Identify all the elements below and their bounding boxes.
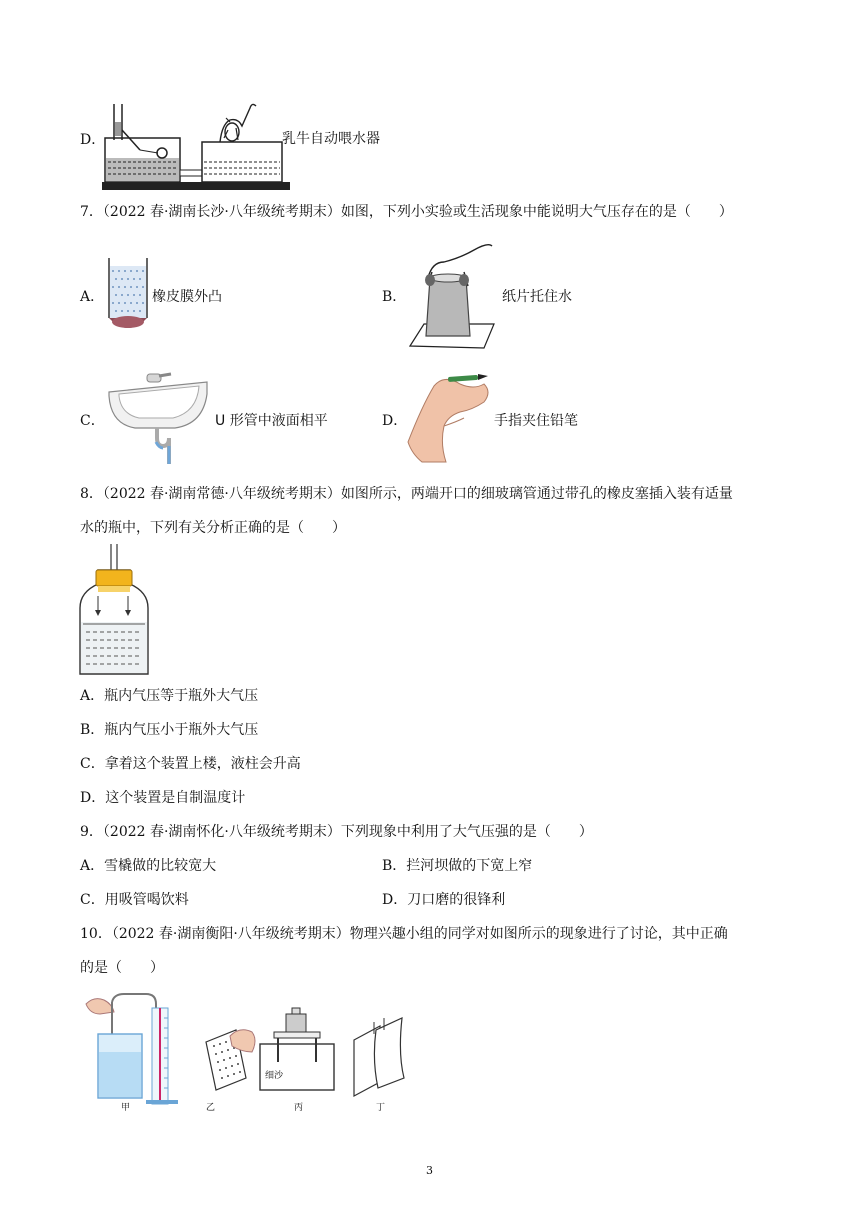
q10-label-jia: 甲 [121, 1103, 131, 1113]
q10-figure-group [80, 990, 416, 1114]
q8-stem-line1: 8．（2022 春·湖南常德·八年级统考期末）如图所示，两端开口的细玻璃管通过带孔的橡皮塞插入装有适量 [80, 486, 733, 502]
q10-sand-label: 细沙 [265, 1071, 284, 1081]
bottle-tube-figure [78, 544, 150, 676]
q10-label-ding: 丁 [376, 1103, 386, 1113]
sink-u-tube-figure [107, 372, 211, 468]
q7-option-a-text: 橡皮膜外凸 [152, 289, 222, 305]
q9-option-d: D．刀口磨的很锋利 [382, 892, 506, 908]
hand-pencil-figure [404, 370, 492, 464]
q6-option-d-letter: D． [80, 132, 106, 148]
q9-stem: 9．（2022 春·湖南怀化·八年级统考期末）下列现象中利用了大气压强的是（ ） [80, 824, 593, 840]
q9-option-a: A．雪橇做的比较宽大 [80, 858, 217, 874]
q9-option-b: B．拦河坝做的下宽上窄 [382, 858, 533, 874]
q7-option-c-text: U 形管中液面相平 [215, 413, 328, 429]
q8-option-b: B．瓶内气压小于瓶外大气压 [80, 722, 259, 738]
q7-option-b-letter: B． [382, 289, 407, 305]
fig-yi-drawing [206, 1030, 255, 1090]
fig-jia-drawing [86, 994, 178, 1104]
fig-ding-drawing [354, 1018, 404, 1096]
q8-option-a: A．瓶内气压等于瓶外大气压 [80, 688, 259, 704]
q8-option-c: C．拿着这个装置上楼，液柱会升高 [80, 756, 301, 772]
q9-option-c: C．用吸管喝饮料 [80, 892, 189, 908]
q8-stem-line2: 水的瓶中，下列有关分析正确的是（ ） [80, 520, 346, 536]
q7-stem: 7．（2022 春·湖南长沙·八年级统考期末）如图，下列小实验或生活现象中能说明大气压存在的是（ ） [80, 204, 733, 220]
q10-label-yi: 乙 [206, 1103, 216, 1113]
q7-option-a-letter: A． [80, 289, 105, 305]
page-number: 3 [426, 1164, 433, 1177]
cow-waterer-figure [100, 100, 290, 192]
q8-option-d: D．这个装置是自制温度计 [80, 790, 246, 806]
q7-option-b-text: 纸片托住水 [502, 289, 572, 305]
q7-option-d-letter: D． [382, 413, 408, 429]
paper-holds-water-figure [408, 238, 496, 352]
q10-stem-line2: 的是（ ） [80, 960, 164, 976]
q7-option-c-letter: C． [80, 413, 105, 429]
q6-option-d-text: 乳牛自动喂水器 [282, 131, 380, 147]
q10-label-bing: 丙 [294, 1103, 304, 1113]
q10-stem-line1: 10．（2022 春·湖南衡阳·八年级统考期末）物理兴趣小组的同学对如图所示的现象进行了讨论，其中正确 [80, 926, 728, 942]
q7-option-d-text: 手指夹住铅笔 [494, 413, 578, 429]
rubber-membrane-tube-figure [103, 256, 153, 338]
